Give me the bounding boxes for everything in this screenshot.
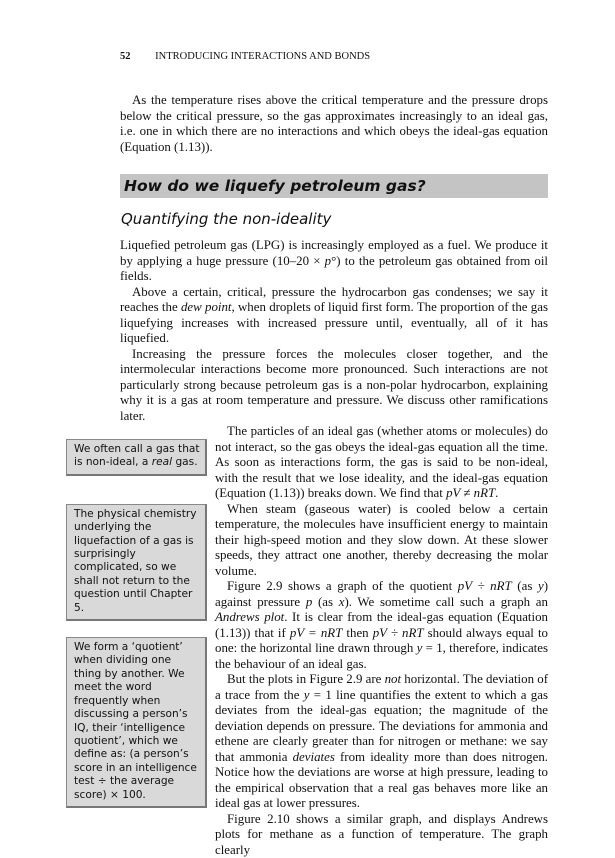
italic-text: real xyxy=(152,456,172,468)
two-column-area xyxy=(66,424,548,858)
text-run: from ideality more than does nitrogen. Notice how the deviations are worse at high pressure, leading to the empirical observation that a real gas behaves more like an ideal gas at lower pressures. xyxy=(215,750,548,811)
paragraph xyxy=(215,424,548,502)
text-run: As the temperature rises above the critical temperature and the pressure drops below the critical pressure, so the gas approximates increasingly to an ideal gas, i.e. one in which there are no interactions and which obeys the ideal-gas equation (Equation (1.13)). xyxy=(120,93,548,154)
margin-note-real-gas xyxy=(66,439,207,476)
italic-text: dew point xyxy=(181,300,232,314)
intro-text xyxy=(120,93,548,155)
text-run: should always equal to one: the horizontal line drawn through xyxy=(215,626,548,656)
italic-text: pV ≠ nRT xyxy=(446,486,495,500)
section-heading-bar xyxy=(120,174,548,198)
text-run: then xyxy=(342,626,372,640)
text-run: Increasing the pressure forces the molecules closer together, and the intermolecular interactions become more pronounced. Such interactions are not particularly strong because petroleum gas is a non-polar hydrocarbon, explaining why it is a gas at room temperature and pressure. We discuss other ramifications later. xyxy=(120,347,548,423)
paragraph xyxy=(120,347,548,425)
text-run: . xyxy=(495,486,498,500)
italic-text: pV ÷ nRT xyxy=(458,579,512,593)
text-run: = 1, therefore, indicates the behaviour of an ideal gas. xyxy=(215,641,548,671)
body-text-top xyxy=(120,238,548,424)
text-run: Figure 2.9 shows a graph of the quotient xyxy=(227,579,458,593)
italic-text: deviates xyxy=(293,750,335,764)
italic-text: p xyxy=(306,595,312,609)
text-run: gas. xyxy=(172,456,197,468)
text-run: (as xyxy=(312,595,338,609)
section-title: How do we liquefy petroleum gas? xyxy=(120,174,548,198)
text-run: The particles of an ideal gas (whether atoms or molecules) do not interact, so the gas obeys the ideal-gas equation all the time. As soon as interactions form, the gas is said to be non-ideal, with the result that we lose ideality, and the ideal-gas equation (Equation (1.13)) breaks down. We find that xyxy=(215,424,548,500)
margin-note-liquefaction xyxy=(66,504,207,621)
paragraph xyxy=(215,502,548,580)
text-run: °) to the petroleum gas obtained from oil fields. xyxy=(120,254,548,284)
text-run: Above a certain, critical, pressure the hydrocarbon gas condenses; we say it reaches the xyxy=(120,285,548,315)
text-run: . It is clear from the ideal-gas equation (Equation (1.13)) that if xyxy=(215,610,548,640)
text-run: ) against pressure xyxy=(215,579,548,609)
text-run: Liquefied petroleum gas (LPG) is increasingly employed as a fuel. We produce it by applying a huge pressure (10–20 × xyxy=(120,238,548,268)
italic-text: Andrews plot xyxy=(215,610,284,624)
text-run: The physical chemistry underlying the liquefaction of a gas is surprisingly complicated, so we shall not return to the question until Chapter 5. xyxy=(74,508,197,614)
italic-text: pV = nRT xyxy=(290,626,342,640)
body-text-main xyxy=(215,424,548,858)
text-run: = 1 line quantifies the extent to which a gas deviates from the ideal-gas equation; the magnitude of the deviation depends on pressure. The deviations for ammonia and ethene are clearly greater than for nitrogen or methane: we say that ammonia xyxy=(215,688,548,764)
text-run: ). We sometime call such a graph an xyxy=(344,595,548,609)
margin-note-quotient xyxy=(66,637,207,808)
paragraph xyxy=(120,238,548,285)
text-run: We form a ‘quotient’ when dividing one thing by another. We meet the word frequently when discussing a person’s IQ, their ‘intelligence quotient’, which we define as: (a person’s score in an intelligence test ÷ the average score) × 100. xyxy=(74,641,197,800)
text-run: , when droplets of liquid first form. The proportion of the gas liquefying increases with increased pressure until, eventually, all of it has liquefied. xyxy=(120,300,548,345)
italic-text: y xyxy=(538,579,544,593)
margin-notes xyxy=(66,424,207,808)
paragraph xyxy=(215,672,548,812)
paragraph xyxy=(215,579,548,672)
page-number: 52 xyxy=(120,51,131,62)
running-title: INTRODUCING INTERACTIONS AND BONDS xyxy=(155,51,370,62)
text-run: When steam (gaseous water) is cooled below a certain temperature, the molecules have insufficient energy to maintain their high-speed motion and they slow down. At these slower speeds, they attract one another, thereby decreasing the molar volume. xyxy=(215,502,548,578)
italic-text: not xyxy=(385,672,401,686)
paragraph xyxy=(215,812,548,858)
paragraph xyxy=(120,93,548,155)
text-run: Figure 2.10 shows a similar graph, and displays Andrews plots for methane as a function of temperature. The graph clearly xyxy=(215,812,548,857)
text-run: horizontal. The deviation of a trace from the xyxy=(215,672,548,702)
text-run: (as xyxy=(512,579,538,593)
text-run: But the plots in Figure 2.9 are xyxy=(227,672,385,686)
italic-text: y xyxy=(417,641,423,655)
subsection-title: Quantifying the non-ideality xyxy=(121,210,548,229)
paragraph xyxy=(120,285,548,347)
italic-text: pV ÷ nRT xyxy=(373,626,424,640)
italic-text: x xyxy=(339,595,345,609)
italic-text: y xyxy=(304,688,310,702)
running-header xyxy=(120,50,548,64)
text-run: We often call a gas that is non-ideal, a xyxy=(74,443,200,468)
italic-text: p xyxy=(325,254,331,268)
page xyxy=(66,50,548,858)
